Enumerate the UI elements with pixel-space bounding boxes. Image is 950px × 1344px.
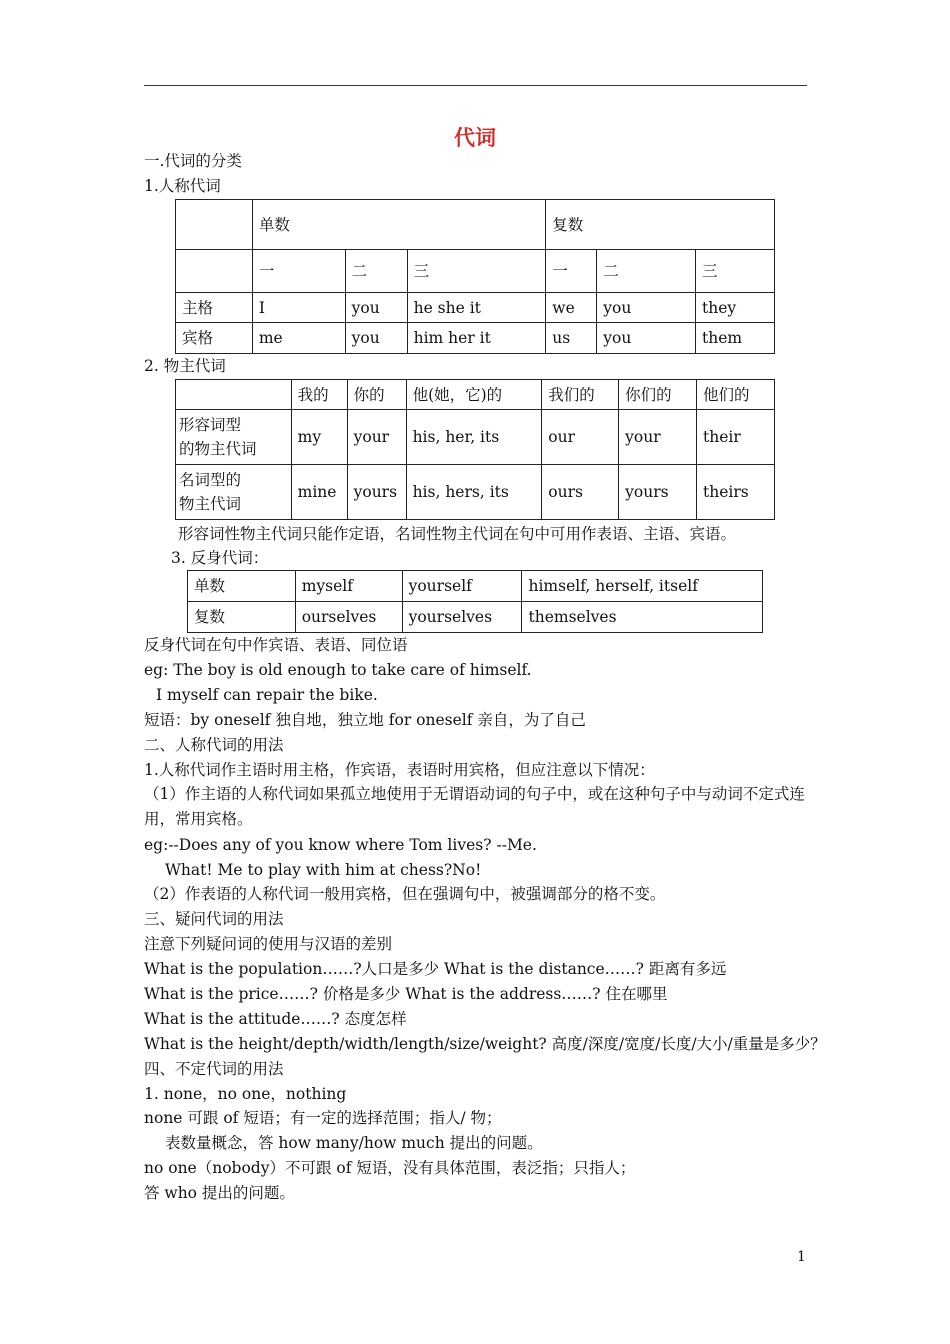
header-cell: 你们的 [619, 380, 697, 410]
question-line: What is the attitude……? 态度怎样 [144, 1010, 407, 1028]
pronoun-cell: yours [619, 465, 697, 520]
pronoun-cell: your [619, 410, 697, 465]
corner-cell [176, 250, 253, 293]
paragraph: （1）作主语的人称代词如果孤立地使用于无谓语动词的句子中，或在这种句子中与动词不定式连用，常用宾格。 [144, 785, 805, 828]
subsection-personal-pronouns: 1.人称代词 [144, 177, 221, 195]
pronoun-cell: himself, herself, itself [522, 571, 763, 602]
pronoun-cell: you [597, 323, 696, 354]
section-3-heading: 三、疑问代词的用法 [144, 910, 284, 928]
paragraph: none 可跟 of 短语；有一定的选择范围；指人/ 物； [144, 1109, 502, 1127]
pronoun-cell: you [345, 323, 407, 354]
pronoun-cell: them [696, 323, 775, 354]
corner-cell [176, 200, 253, 250]
paragraph: 1. none，no one，nothing [144, 1085, 347, 1103]
pronoun-cell: your [347, 410, 406, 465]
header-singular: 单数 [252, 200, 545, 250]
pronoun-cell: my [291, 410, 347, 465]
section-2-heading: 二、人称代词的用法 [144, 736, 284, 754]
paragraph: 1.人称代词作主语时用主格，作宾语，表语时用宾格，但应注意以下情况： [144, 761, 655, 779]
question-line: What is the height/depth/width/length/size/weight? 高度/深度/宽度/长度/大小/重量是多少？ [144, 1035, 826, 1053]
pronoun-cell: I [252, 293, 345, 323]
person-cell: 三 [696, 250, 775, 293]
paragraph: 表数量概念，答 how many/how much 提出的问题。 [165, 1134, 543, 1152]
row-label-adjective-form [176, 410, 292, 465]
label-line: 的物主代词 [179, 440, 257, 458]
example-line: I myself can repair the bike. [156, 686, 378, 704]
possessive-pronoun-table [175, 379, 775, 520]
paragraph: 注意下列疑问词的使用与汉语的差别 [144, 935, 393, 953]
phrases-line: 短语：by oneself 独自地，独立地 for oneself 亲自，为了自己 [144, 711, 586, 729]
pronoun-cell: his, her, its [406, 410, 542, 465]
header-cell: 我的 [291, 380, 347, 410]
pronoun-cell: their [697, 410, 775, 465]
paragraph: 答 who 提出的问题。 [144, 1184, 295, 1202]
section-4-heading: 四、不定代词的用法 [144, 1060, 284, 1078]
pronoun-cell: our [542, 410, 619, 465]
pronoun-cell: themselves [522, 602, 763, 633]
subsection-possessive-pronouns: 2. 物主代词 [144, 357, 226, 375]
pronoun-cell: us [546, 323, 597, 354]
pronoun-cell: they [696, 293, 775, 323]
pronoun-cell: ourselves [295, 602, 402, 633]
paragraph: no one（nobody）不可跟 of 短语，没有具体范围，表泛指；只指人； [144, 1159, 636, 1177]
question-line: What is the price……? 价格是多少 What is the address……? 住在哪里 [144, 985, 668, 1003]
subsection-reflexive-pronouns: 3. 反身代词： [171, 549, 269, 567]
example-line: What! Me to play with him at chess?No! [165, 861, 482, 879]
row-label-objective: 宾格 [176, 323, 253, 354]
question-line: What is the population……?人口是多少 What is the distance……? 距离有多远 [144, 960, 727, 978]
corner-cell [176, 380, 292, 410]
example-line: eg:--Does any of you know where Tom lives? --Me. [144, 836, 537, 854]
header-cell: 他们的 [697, 380, 775, 410]
personal-pronoun-table [175, 199, 775, 354]
pronoun-cell: he she it [407, 293, 546, 323]
pronoun-cell: his, hers, its [406, 465, 542, 520]
label-line: 名词型的 [179, 471, 242, 489]
person-cell: 三 [407, 250, 546, 293]
pronoun-cell: me [252, 323, 345, 354]
label-line: 形容词型 [179, 416, 242, 434]
pronoun-cell: yourselves [402, 602, 522, 633]
page-number: 1 [797, 1249, 806, 1265]
header-cell: 你的 [347, 380, 406, 410]
person-cell: 二 [345, 250, 407, 293]
page-title: 代词 [454, 126, 496, 150]
paragraph: （2）作表语的人称代词一般用宾格，但在强调句中，被强调部分的格不变。 [144, 885, 666, 903]
row-label-noun-form [176, 465, 292, 520]
person-cell: 二 [597, 250, 696, 293]
header-plural: 复数 [546, 200, 775, 250]
row-label-nominative: 主格 [176, 293, 253, 323]
possessive-note: 形容词性物主代词只能作定语，名词性物主代词在句中可用作表语、主语、宾语。 [178, 525, 737, 543]
pronoun-cell: yourself [402, 571, 522, 602]
person-cell: 一 [252, 250, 345, 293]
pronoun-cell: we [546, 293, 597, 323]
header-rule [144, 85, 807, 86]
section-1-heading: 一.代词的分类 [144, 152, 242, 170]
row-label-plural: 复数 [188, 602, 296, 633]
pronoun-cell: theirs [697, 465, 775, 520]
pronoun-cell: ours [542, 465, 619, 520]
header-cell: 我们的 [542, 380, 619, 410]
row-label-singular: 单数 [188, 571, 296, 602]
reflexive-note: 反身代词在句中作宾语、表语、同位语 [144, 636, 408, 654]
header-cell: 他(她，它)的 [406, 380, 542, 410]
pronoun-cell: myself [295, 571, 402, 602]
pronoun-cell: mine [291, 465, 347, 520]
person-cell: 一 [546, 250, 597, 293]
pronoun-cell: you [597, 293, 696, 323]
pronoun-cell: yours [347, 465, 406, 520]
pronoun-cell: him her it [407, 323, 546, 354]
pronoun-cell: you [345, 293, 407, 323]
example-line: eg: The boy is old enough to take care of himself. [144, 661, 532, 679]
reflexive-pronoun-table [187, 570, 763, 633]
label-line: 物主代词 [179, 495, 242, 513]
